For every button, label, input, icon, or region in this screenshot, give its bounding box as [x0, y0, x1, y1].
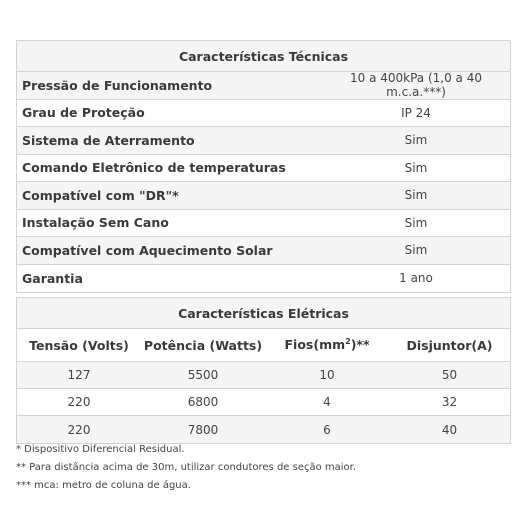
row-value: Sim	[404, 215, 428, 230]
technical-characteristics-table	[16, 40, 511, 293]
header-voltage: Tensão (Volts)	[29, 337, 129, 353]
table-row	[17, 362, 510, 389]
table-row	[17, 265, 510, 293]
cell-power: 5500	[187, 368, 219, 382]
row-value: Sim	[404, 243, 428, 258]
table-row	[17, 210, 510, 238]
row-value: Sim	[404, 160, 428, 175]
row-label: Garantia	[22, 270, 83, 286]
table-row	[17, 416, 510, 443]
header-wires-suffix: )**	[350, 337, 370, 353]
cell-wires: 4	[323, 395, 331, 409]
table-row	[17, 155, 510, 183]
row-label: Compatível com Aquecimento Solar	[22, 242, 273, 258]
row-value: 1 ano	[399, 271, 433, 286]
table-header-row	[17, 329, 510, 362]
row-value: Sim	[404, 133, 428, 148]
table-row	[17, 100, 510, 128]
table-row	[17, 389, 510, 416]
header-wires-superscript: 2	[345, 337, 351, 347]
table-row	[17, 182, 510, 210]
electrical-characteristics-table	[16, 297, 511, 444]
row-label: Compatível com "DR"*	[22, 187, 179, 203]
row-value: Sim	[404, 188, 428, 203]
cell-power: 7800	[187, 422, 219, 437]
electrical-table-title: Características Elétricas	[17, 298, 510, 329]
row-label: Pressão de Funcionamento	[22, 77, 213, 93]
cell-wires: 10	[319, 368, 335, 382]
row-value: 10 a 400kPa (1,0 a 40 m.c.a.***)	[350, 71, 482, 100]
header-power: Potência (Watts)	[143, 337, 263, 353]
footnotes	[16, 441, 356, 495]
table-row	[17, 72, 510, 100]
cell-breaker: 32	[441, 395, 458, 409]
footnote: *** mca: metro de coluna de água.	[16, 480, 191, 491]
cell-wires: 6	[323, 422, 331, 437]
cell-breaker: 40	[441, 422, 458, 437]
cell-voltage: 220	[67, 422, 91, 437]
header-wires	[265, 337, 389, 352]
cell-voltage: 220	[67, 395, 91, 409]
cell-voltage: 127	[67, 368, 91, 382]
row-label: Comando Eletrônico de temperaturas	[22, 160, 286, 176]
footnote: * Dispositivo Diferencial Residual.	[16, 444, 185, 455]
cell-power: 6800	[187, 395, 219, 409]
cell-breaker: 50	[441, 368, 458, 382]
footnote: ** Para distância acima de 30m, utilizar condutores de seção maior.	[16, 462, 357, 473]
row-label: Instalação Sem Cano	[22, 215, 169, 231]
table-row	[17, 237, 510, 265]
row-label: Sistema de Aterramento	[22, 132, 195, 148]
table-row	[17, 127, 510, 155]
technical-table-title: Características Técnicas	[17, 41, 510, 72]
header-wires-text: Fios(mm	[284, 337, 346, 353]
header-breaker: Disjuntor(A)	[406, 337, 493, 353]
row-label: Grau de Proteção	[22, 105, 145, 121]
row-value: IP 24	[401, 105, 431, 120]
